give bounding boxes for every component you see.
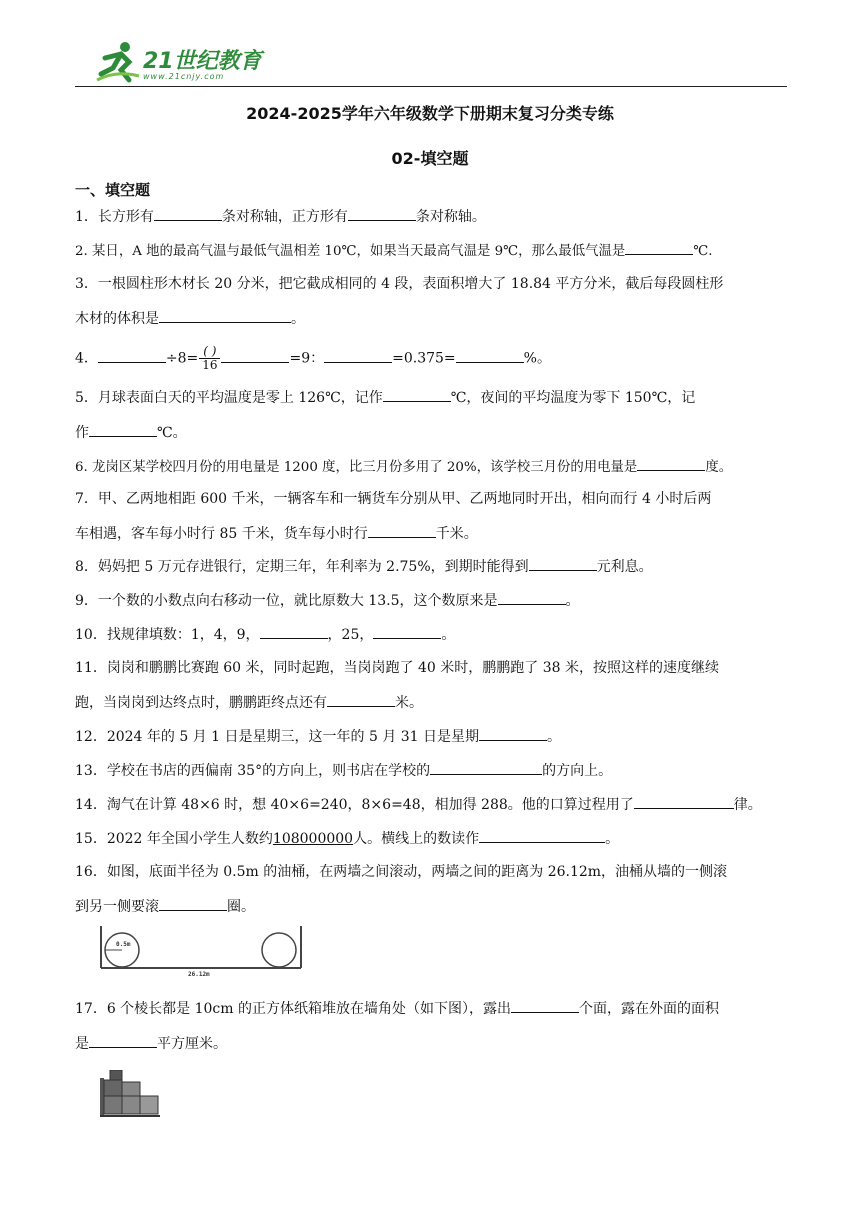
q12-text-b: 。 — [547, 729, 562, 745]
question-16 — [75, 862, 787, 917]
q6-text-b: 度。 — [705, 460, 733, 475]
answer-blank[interactable] — [154, 206, 222, 221]
q7-text-c: 千米。 — [435, 526, 478, 542]
q3-text-b: 木材的体积是 — [75, 311, 159, 327]
section-heading: 一、填空题 — [75, 181, 151, 199]
question-12 — [75, 726, 787, 747]
underlined-number: 108000000 — [272, 831, 354, 847]
stacked-boxes-figure — [100, 1070, 180, 1122]
q16-line-1: 16．如图，底面半径为 0.5m 的油桶，在两墙之间滚动，两墙之间的距离为 26.12m，油桶从墙的一侧滚 — [75, 864, 728, 880]
q2-text-a: 2. 某日，A 地的最高气温与最低气温相差 10℃，如果当天最高气温是 9℃，那么最低气温是 — [75, 244, 626, 259]
q1-text-c: 条对称轴。 — [415, 209, 486, 225]
answer-blank[interactable] — [383, 387, 451, 402]
q8-text-a: 8．妈妈把 5 万元存进银行，定期三年，年利率为 2.75%，到期时能得到 — [75, 559, 529, 575]
answer-blank[interactable] — [479, 828, 605, 843]
question-11 — [75, 658, 787, 713]
page-title: 2024-2025学年六年级数学下册期末复习分类专练 — [246, 104, 614, 123]
q4-text-d: =0.375= — [392, 350, 456, 367]
answer-blank[interactable] — [368, 523, 436, 538]
answer-blank[interactable] — [89, 422, 157, 437]
q4-text-c: =9： — [289, 350, 325, 367]
answer-blank[interactable] — [348, 206, 416, 221]
radius-label: 0.5m — [116, 941, 131, 948]
answer-blank[interactable] — [260, 624, 328, 639]
q3-text-c: 。 — [291, 311, 305, 327]
question-15 — [75, 828, 787, 849]
q5-text-c: 作 — [75, 425, 89, 441]
fraction-denominator: 16 — [202, 358, 218, 372]
answer-blank[interactable] — [98, 348, 166, 363]
box — [110, 1070, 122, 1080]
wall-shadow — [100, 1078, 104, 1116]
q8-text-b: 元利息。 — [596, 559, 653, 575]
fraction — [199, 345, 220, 372]
q15-text-b: 人。横线上的数读作 — [353, 831, 480, 847]
q5-text-b: ℃，夜间的平均温度为零下 150℃，记 — [450, 390, 696, 406]
answer-blank[interactable] — [373, 624, 441, 639]
q17-text-d: 平方厘米。 — [157, 1036, 227, 1052]
question-2 — [75, 240, 787, 262]
q14-text-b: 律。 — [733, 797, 762, 813]
q3-line-1: 3．一根圆柱形木材长 20 分米，把它截成相同的 4 段，表面积增大了 18.84 平方分米，截后每段圆柱形 — [75, 276, 724, 292]
header-divider — [75, 86, 787, 87]
answer-blank[interactable] — [324, 348, 392, 363]
q11-line-1: 11．岗岗和鹏鹏比赛跑 60 米，同时起跑，当岗岗跑了 40 米时，鹏鹏跑了 38 米，按照这样的速度继续 — [75, 660, 719, 676]
question-14 — [75, 794, 787, 815]
q16-text-c: 圈。 — [227, 899, 255, 915]
box — [140, 1096, 158, 1114]
answer-blank[interactable] — [625, 240, 693, 255]
question-7 — [75, 489, 787, 544]
q17-text-b: 个面，露在外面的面积 — [579, 1001, 720, 1017]
barrel-rolling-figure — [98, 924, 304, 982]
q12-text-a: 12．2024 年的 5 月 1 日是星期三，这一年的 5 月 31 日是星期 — [75, 729, 480, 745]
page-subtitle: 02-填空题 — [391, 149, 469, 168]
box — [122, 1096, 140, 1114]
logo-url: www.21cnjy.com — [143, 72, 225, 81]
box — [122, 1082, 140, 1096]
q5-text-a: 5．月球表面白天的平均温度是零上 126℃，记作 — [75, 390, 383, 406]
question-1 — [75, 206, 787, 227]
runner-logo-icon — [95, 40, 141, 84]
q5-text-d: ℃。 — [157, 425, 187, 441]
distance-label: 26.12m — [188, 971, 210, 978]
q16-text-b: 到另一侧要滚 — [75, 899, 159, 915]
q2-text-b: ℃. — [693, 244, 713, 259]
q13-text-b: 的方向上。 — [542, 763, 613, 779]
q11-text-b: 跑，当岗岗到达终点时，鹏鹏距终点还有 — [75, 695, 327, 711]
q17-text-a: 17．6 个棱长都是 10cm 的正方体纸箱堆放在墙角处（如下图），露出 — [75, 1001, 512, 1017]
q6-text-a: 6. 龙岗区某学校四月份的用电量是 1200 度，比三月份多用了 20%，该学校三月份的用电量是 — [75, 460, 638, 475]
q1-text-a: 1．长方形有 — [75, 209, 154, 225]
q1-text-b: 条对称轴，正方形有 — [221, 209, 348, 225]
q4-text-a: 4． — [75, 350, 98, 367]
answer-blank[interactable] — [637, 456, 705, 471]
q17-text-c: 是 — [75, 1036, 89, 1052]
answer-blank[interactable] — [89, 1033, 157, 1048]
q11-text-c: 米。 — [395, 695, 423, 711]
question-3 — [75, 274, 787, 329]
barrel-end — [262, 933, 296, 967]
q7-line-1: 7．甲、乙两地相距 600 千米，一辆客车和一辆货车分别从甲、乙两地同时开出，相向而行 4 小时后两 — [75, 491, 712, 507]
fraction-numerator[interactable]: ( ) — [199, 345, 220, 359]
q15-text-c: 。 — [605, 831, 620, 847]
logo — [95, 40, 295, 86]
question-5 — [75, 387, 787, 443]
answer-blank[interactable] — [327, 692, 395, 707]
answer-blank[interactable] — [634, 794, 734, 809]
answer-blank[interactable] — [430, 760, 542, 775]
answer-blank[interactable] — [511, 998, 579, 1013]
answer-blank[interactable] — [498, 590, 566, 605]
q10-text-a: 10．找规律填数：1，4，9， — [75, 627, 260, 643]
question-17 — [75, 998, 787, 1054]
question-9 — [75, 590, 787, 611]
answer-blank[interactable] — [159, 308, 291, 323]
q15-text-a: 15．2022 年全国小学生人数约 — [75, 831, 273, 847]
box — [104, 1096, 122, 1114]
answer-blank[interactable] — [221, 348, 289, 363]
question-13 — [75, 760, 787, 781]
q9-text-b: 。 — [565, 593, 580, 609]
answer-blank[interactable] — [456, 348, 524, 363]
question-6 — [75, 456, 787, 478]
question-8 — [75, 556, 787, 577]
question-4 — [75, 345, 787, 372]
answer-blank[interactable] — [529, 556, 597, 571]
q13-text-a: 13．学校在书店的西偏南 35°的方向上，则书店在学校的 — [75, 763, 431, 779]
q10-text-c: 。 — [441, 627, 456, 643]
page-header — [75, 38, 787, 90]
question-10 — [75, 624, 787, 645]
logo-text: 21世纪教育 — [143, 49, 262, 74]
answer-blank[interactable] — [479, 726, 547, 741]
q14-text-a: 14．淘气在计算 48×6 时，想 40×6=240，8×6=48，相加得 288。他的口算过程用了 — [75, 797, 634, 813]
box — [104, 1080, 122, 1096]
q9-text-a: 9．一个数的小数点向右移动一位，就比原数大 13.5，这个数原来是 — [75, 593, 498, 609]
q10-text-b: ，25， — [327, 627, 374, 643]
q4-text-e: %。 — [523, 350, 551, 367]
answer-blank[interactable] — [159, 896, 227, 911]
q7-text-b: 车相遇，客车每小时行 85 千米，货车每小时行 — [75, 526, 368, 542]
q4-text-b: ÷8= — [165, 350, 199, 367]
